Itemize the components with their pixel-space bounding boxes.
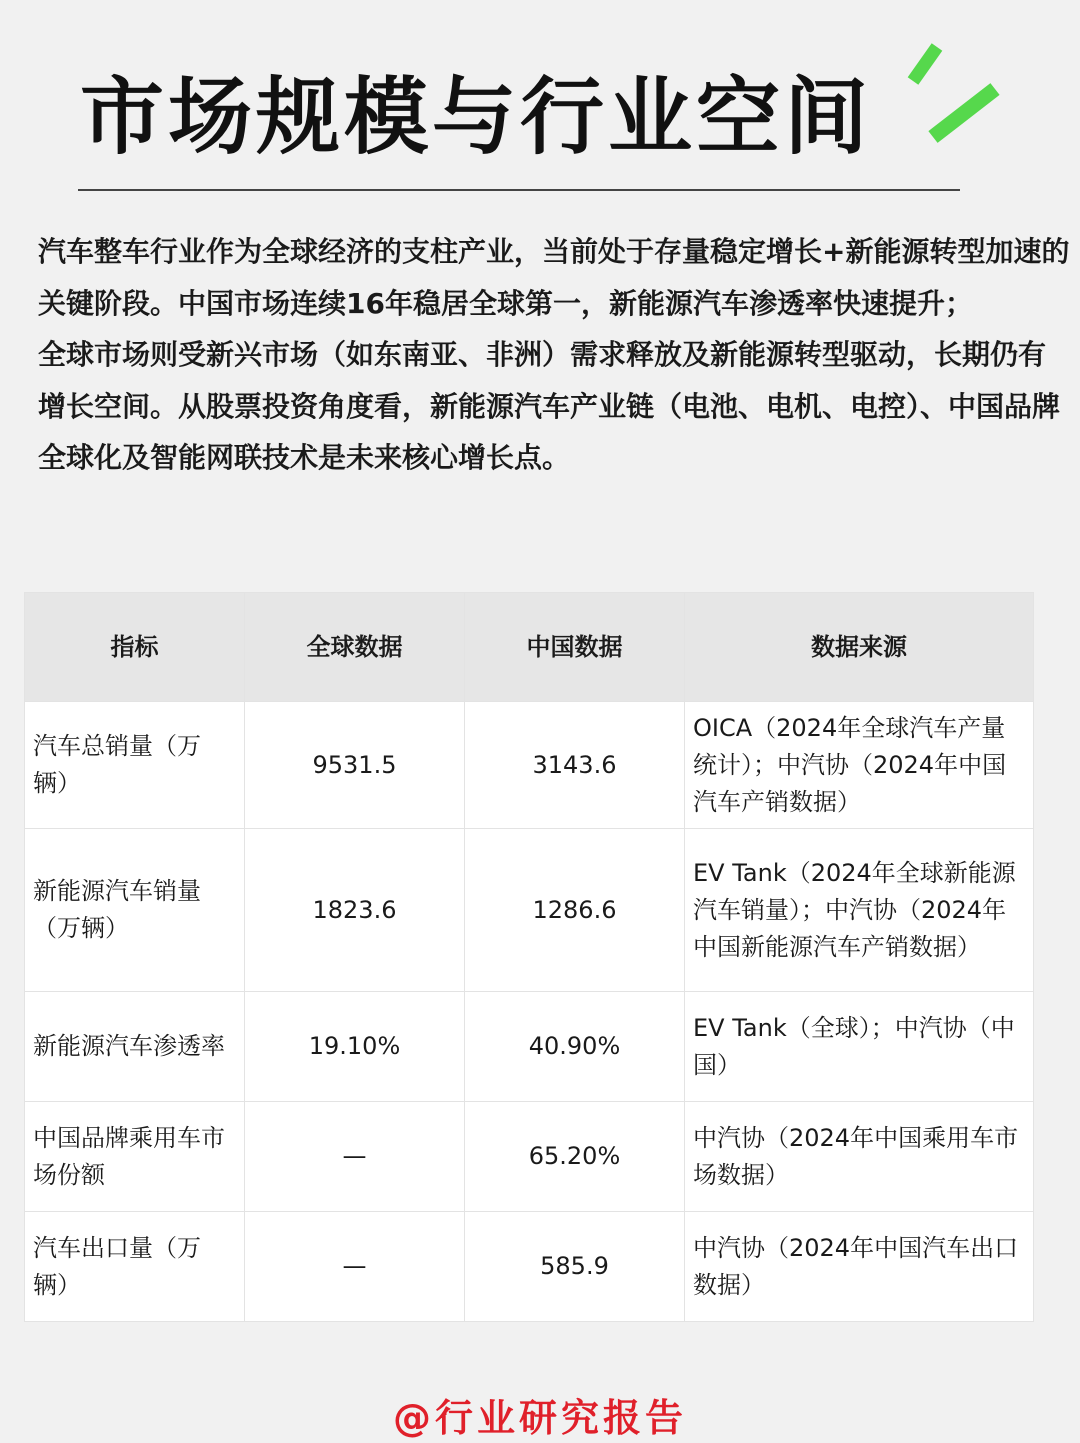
cell-source: 中汽协（2024年中国汽车出口数据） bbox=[685, 1212, 1034, 1322]
header-global: 全球数据 bbox=[245, 593, 465, 702]
cell-source: EV Tank（全球）；中汽协（中国） bbox=[685, 992, 1034, 1102]
cell-global: 1823.6 bbox=[245, 829, 465, 992]
header-china: 中国数据 bbox=[465, 593, 685, 702]
header-metric: 指标 bbox=[25, 593, 245, 702]
cell-source: 中汽协（2024年中国乘用车市场数据） bbox=[685, 1102, 1034, 1212]
table-row bbox=[25, 992, 1034, 1102]
cell-china: 585.9 bbox=[465, 1212, 685, 1322]
cell-metric: 新能源汽车渗透率 bbox=[25, 992, 245, 1102]
cell-china: 1286.6 bbox=[465, 829, 685, 992]
intro-text bbox=[38, 226, 1072, 484]
cell-source: EV Tank（2024年全球新能源汽车销量）；中汽协（2024年中国新能源汽车产销数据） bbox=[685, 829, 1034, 992]
market-data-table bbox=[24, 592, 1034, 1322]
table-row bbox=[25, 1212, 1034, 1322]
header-source: 数据来源 bbox=[685, 593, 1034, 702]
cell-metric: 新能源汽车销量（万辆） bbox=[25, 829, 245, 992]
cell-metric: 汽车总销量（万辆） bbox=[25, 702, 245, 829]
title-divider bbox=[78, 189, 960, 191]
cell-global: — bbox=[245, 1212, 465, 1322]
cell-china: 40.90% bbox=[465, 992, 685, 1102]
table-header-row bbox=[25, 593, 1034, 702]
cell-source: OICA（2024年全球汽车产量统计）；中汽协（2024年中国汽车产销数据） bbox=[685, 702, 1034, 829]
cell-china: 65.20% bbox=[465, 1102, 685, 1212]
cell-metric: 中国品牌乘用车市场份额 bbox=[25, 1102, 245, 1212]
intro-paragraph: 全球市场则受新兴市场（如东南亚、非洲）需求释放及新能源转型驱动，长期仍有增长空间。从股票投资角度看，新能源汽车产业链（电池、电机、电控）、中国品牌全球化及智能网联技术是未来核心增长点。 bbox=[38, 338, 1061, 474]
footer-handle: @行业研究报告 bbox=[392, 1396, 687, 1440]
cell-metric: 汽车出口量（万辆） bbox=[25, 1212, 245, 1322]
cell-china: 3143.6 bbox=[465, 702, 685, 829]
cell-global: 19.10% bbox=[245, 992, 465, 1102]
table-row bbox=[25, 1102, 1034, 1212]
accent-strokes-icon bbox=[895, 35, 1015, 155]
table-row bbox=[25, 702, 1034, 829]
intro-paragraph: 汽车整车行业作为全球经济的支柱产业，当前处于存量稳定增长+新能源转型加速的关键阶段。中国市场连续16年稳居全球第一，新能源汽车渗透率快速提升； bbox=[38, 235, 1070, 320]
cell-global: — bbox=[245, 1102, 465, 1212]
table-row bbox=[25, 829, 1034, 992]
cell-global: 9531.5 bbox=[245, 702, 465, 829]
page-title: 市场规模与行业空间 bbox=[80, 68, 873, 166]
